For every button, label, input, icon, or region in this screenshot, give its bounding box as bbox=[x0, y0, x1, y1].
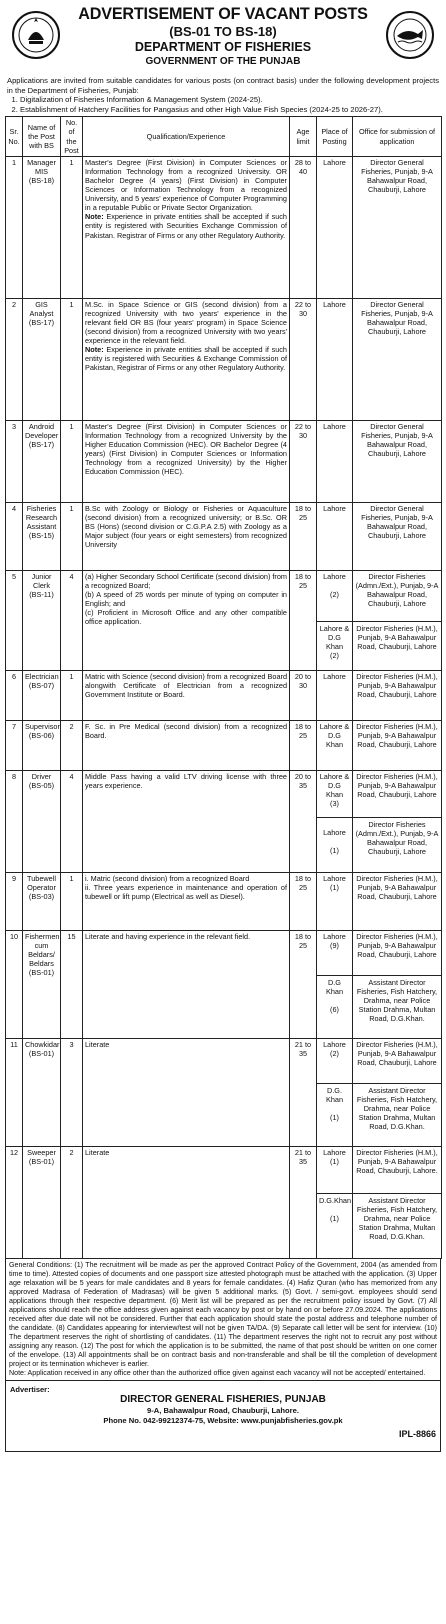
count-cell: 1 bbox=[61, 872, 83, 930]
place-cell: Lahore bbox=[317, 298, 353, 420]
post-bs: (BS-01) bbox=[28, 1156, 55, 1166]
post-name: Chowkidar bbox=[25, 1039, 60, 1049]
count-cell: 4 bbox=[61, 770, 83, 872]
header-qualification: Qualification/Experience bbox=[83, 117, 290, 156]
header bbox=[5, 4, 441, 76]
header-office: Office for submission of application bbox=[353, 117, 442, 156]
table-row bbox=[6, 298, 442, 420]
place-cell bbox=[317, 930, 353, 1038]
count-cell: 4 bbox=[61, 570, 83, 670]
count-cell: 15 bbox=[61, 930, 83, 1038]
qualification-item: (b) A speed of 25 words per minute of typing on computer in English; and bbox=[85, 589, 287, 609]
sr-cell: 9 bbox=[6, 872, 23, 930]
table-row bbox=[6, 1146, 442, 1258]
post-bs: (BS-17) bbox=[28, 439, 55, 449]
count-cell: 1 bbox=[61, 670, 83, 720]
qualification-cell: B.Sc with Zoology or Biology or Fisheries or Aquaculture (second division) from a recognized university; or B.Sc. OR BS (Hons) (second division or C.G.P.A 2.5) with Zoology as a Major subject (four years or eight semesters) from recognized University bbox=[83, 502, 290, 570]
sr-cell: 7 bbox=[6, 720, 23, 770]
age-cell: 18 to 25 bbox=[290, 570, 317, 670]
count-cell: 1 bbox=[61, 502, 83, 570]
place-name: D.G.Khan bbox=[319, 1195, 352, 1205]
count-cell: 2 bbox=[61, 1146, 83, 1258]
qualification-cell: F. Sc. in Pre Medical (second division) from a recognized Board. bbox=[83, 720, 290, 770]
header-post: Name of the Post with BS bbox=[23, 117, 61, 156]
place-count: (1) bbox=[330, 1113, 339, 1123]
header-age: Age limit bbox=[290, 117, 317, 156]
post-bs: (BS-15) bbox=[28, 531, 55, 541]
header-place: Place of Posting bbox=[317, 117, 353, 156]
post-cell bbox=[23, 298, 61, 420]
table-row bbox=[6, 502, 442, 570]
place-name: D.G Khan bbox=[325, 977, 344, 996]
fisheries-department-logo-icon bbox=[385, 10, 435, 60]
post-cell bbox=[23, 420, 61, 502]
place-cell: Lahore bbox=[317, 670, 353, 720]
office-text: Director Fisheries (H.M.), Punjab, 9-A Bahawalpur Road, Chauburji, Lahore bbox=[356, 931, 438, 959]
post-name: Driver bbox=[31, 771, 52, 781]
sr-cell: 10 bbox=[6, 930, 23, 1038]
government-name: GOVERNMENT OF THE PUNJAB bbox=[145, 56, 301, 67]
place-cell: Lahore bbox=[317, 156, 353, 298]
place-name: D.G. Khan bbox=[325, 1085, 344, 1104]
general-conditions bbox=[5, 1259, 441, 1381]
sr-cell: 12 bbox=[6, 1146, 23, 1258]
post-name: Junior Clerk bbox=[31, 571, 52, 590]
post-bs: (BS-17) bbox=[28, 317, 55, 327]
post-name: Tubewell Operator bbox=[27, 873, 56, 892]
project-item: 2. Establishment of Hatchery Facilities for Pangasius and other High Value Fish Species (2024-25 to 2026-27). bbox=[20, 105, 439, 115]
office-cell: Director General Fisheries, Punjab, 9-A Bahawalpur Road, Chauburji, Lahore bbox=[353, 298, 442, 420]
note-label: Note: bbox=[85, 345, 104, 355]
place-cell: Lahore bbox=[317, 420, 353, 502]
office-text: Assistant Director Fisheries, Fish Hatchery, Drahma, near Police Station Drahma, Multan Road, D.G.Khan. bbox=[353, 1193, 441, 1241]
place-cell bbox=[317, 872, 353, 930]
office-text: Director Fisheries (Admn./Ext.), Punjab, 9-A Bahawalpur Road, Chauburji, Lahore bbox=[355, 571, 439, 609]
post-name: Supervisor bbox=[25, 721, 60, 731]
place-count: (1) bbox=[330, 845, 339, 855]
project-item: 1. Digitalization of Fisheries Information & Management System (2024-25). bbox=[20, 95, 439, 105]
qualification-cell: Literate and having experience in the relevant field. bbox=[83, 930, 290, 1038]
office-cell: Director General Fisheries, Punjab, 9-A Bahawalpur Road, Chauburji, Lahore bbox=[353, 502, 442, 570]
post-bs: (BS-01) bbox=[28, 968, 55, 978]
post-cell bbox=[23, 770, 61, 872]
office-cell bbox=[353, 1038, 442, 1146]
age-cell: 20 to 35 bbox=[290, 770, 317, 872]
place-count: (9) bbox=[330, 940, 339, 950]
count-cell: 1 bbox=[61, 298, 83, 420]
post-bs: (BS-18) bbox=[28, 175, 55, 185]
place-name: Lahore bbox=[323, 873, 346, 883]
note-text: Note: Application received in any office other than the authorized office given against each vacancy will not be accepted/ entertained. bbox=[9, 1368, 426, 1377]
table-row bbox=[6, 156, 442, 298]
place-cell bbox=[317, 1146, 353, 1258]
punjab-government-logo-icon bbox=[11, 10, 61, 60]
ad-title: ADVERTISEMENT OF VACANT POSTS bbox=[78, 4, 368, 23]
place-cell: Lahore & D.G Khan bbox=[317, 720, 353, 770]
qualification-cell: Literate bbox=[83, 1038, 290, 1146]
department-name: DEPARTMENT OF FISHERIES bbox=[134, 40, 312, 54]
post-cell bbox=[23, 872, 61, 930]
count-cell: 2 bbox=[61, 720, 83, 770]
qualification-cell bbox=[83, 298, 290, 420]
table-row bbox=[6, 420, 442, 502]
post-name: Android Developer bbox=[25, 421, 59, 440]
qualification-cell: Middle Pass having a valid LTV driving license with three years experience. bbox=[83, 770, 290, 872]
sr-cell: 5 bbox=[6, 570, 23, 670]
table-row bbox=[6, 930, 442, 1038]
sr-cell: 4 bbox=[6, 502, 23, 570]
place-cell bbox=[317, 570, 353, 670]
post-name: GIS Analyst bbox=[29, 299, 54, 318]
place-name: Lahore bbox=[323, 1039, 346, 1049]
place-name: Lahore & D.G Khan bbox=[319, 623, 350, 651]
advertiser-name: DIRECTOR GENERAL FISHERIES, PUNJAB bbox=[120, 1393, 326, 1405]
header-sr: Sr. No. bbox=[6, 117, 23, 156]
place-count: (1) bbox=[330, 1213, 339, 1223]
advertiser-contact: Phone No. 042-99212374-75, Website: www.punjabfisheries.gov.pk bbox=[103, 1415, 343, 1425]
place-name: Lahore bbox=[323, 571, 346, 581]
qualification-cell: Master's Degree (First Division) in Computer Sciences or Information Technology from a recognized University by the Higher Education Commission (HEC). OR Bachelor Degree (4 years) (First Division) in Computer Sciences or Information Technology from a recognized University) by the Higher Education Commission (HEC). bbox=[83, 420, 290, 502]
post-cell bbox=[23, 720, 61, 770]
qualification-cell: Matric with Science (second division) from a recognized Board alongwith Certificate of Electrician from a recognized Government Institute or Board. bbox=[83, 670, 290, 720]
place-name: Lahore & D.G Khan bbox=[319, 771, 350, 799]
office-cell bbox=[353, 930, 442, 1038]
place-count: (6) bbox=[330, 1005, 339, 1015]
note-text: Experience in private entities shall be accepted if such entity is registered with Securities & Exchange Commission of Pakistan, Registrar of Firms or any other Regulatory Authority. bbox=[85, 345, 287, 373]
post-bs: (BS-05) bbox=[28, 780, 55, 790]
office-cell bbox=[353, 570, 442, 670]
count-cell: 3 bbox=[61, 1038, 83, 1146]
age-cell: 18 to 25 bbox=[290, 930, 317, 1038]
office-cell: Director Fisheries (H.M.), Punjab, 9-A Bahawalpur Road, Chauburji, Lahore bbox=[353, 670, 442, 720]
table-row bbox=[6, 1038, 442, 1146]
qualification-cell: Literate bbox=[83, 1146, 290, 1258]
post-cell bbox=[23, 1038, 61, 1146]
age-cell: 18 to 25 bbox=[290, 872, 317, 930]
advertiser-address: 9-A, Bahawalpur Road, Chauburji, Lahore. bbox=[147, 1405, 299, 1415]
post-cell bbox=[23, 502, 61, 570]
table-row bbox=[6, 770, 442, 872]
place-name: Lahore bbox=[323, 1147, 346, 1157]
sr-cell: 8 bbox=[6, 770, 23, 872]
footer bbox=[5, 1381, 441, 1452]
age-cell: 22 to 30 bbox=[290, 298, 317, 420]
post-bs: (BS-01) bbox=[28, 1048, 55, 1058]
place-count: (3) bbox=[330, 799, 339, 809]
qualification-item: (a) Higher Secondary School Certificate (second division) from a recognized Board; bbox=[85, 571, 287, 590]
office-text: Assistant Director Fisheries, Fish Hatchery, Drahma, near Police Station Drahma, Multan Road, D.G.Khan. bbox=[353, 975, 441, 1023]
post-bs: (BS-11) bbox=[29, 589, 54, 599]
table-row bbox=[6, 872, 442, 930]
advertiser-block bbox=[56, 1393, 390, 1426]
age-cell: 21 to 35 bbox=[290, 1038, 317, 1146]
place-cell bbox=[317, 770, 353, 872]
office-cell: Director General Fisheries, Punjab, 9-A Bahawalpur Road, Chauburji, Lahore bbox=[353, 156, 442, 298]
office-cell bbox=[353, 1146, 442, 1258]
place-count: (2) bbox=[330, 651, 339, 661]
table-row bbox=[6, 720, 442, 770]
office-text: Assistant Director Fisheries, Fish Hatchery, Drahma, near Police Station Drahma, Multan Road, D.G.Khan. bbox=[353, 1083, 441, 1131]
office-cell: Director General Fisheries, Punjab, 9-A Bahawalpur Road, Chauburji, Lahore bbox=[353, 420, 442, 502]
qualification-text: M.Sc. in Space Science or GIS (second division) from a recognized University with two years' experience in the relevant field OR BS (four years' program) in Space Science (second division) from a recognized University with two years' experience in the relevant field. bbox=[85, 299, 287, 346]
header-titles bbox=[65, 4, 381, 68]
post-name: Fisheries Research Assistant bbox=[25, 503, 58, 531]
sr-cell: 1 bbox=[6, 156, 23, 298]
sr-cell: 3 bbox=[6, 420, 23, 502]
office-text: Director Fisheries (Admn./Ext.), Punjab, 9-A Bahawalpur Road, Chauburji, Lahore bbox=[353, 817, 441, 856]
post-bs: (BS-06) bbox=[28, 730, 55, 740]
office-text: Director Fisheries (H.M.), Punjab, 9-A Bahawalpur Road, Chauburji, Lahore bbox=[353, 621, 441, 651]
vacancy-table bbox=[5, 116, 442, 1258]
qualification-item: ii. Three years experience in maintenance and operation of tubewell or lift pump (Electrical as well as Diesel). bbox=[85, 882, 287, 901]
post-cell bbox=[23, 1146, 61, 1258]
place-count: (1) bbox=[330, 882, 339, 892]
office-cell: Director Fisheries (H.M.), Punjab, 9-A Bahawalpur Road, Chauburji, Lahore bbox=[353, 720, 442, 770]
place-name: Lahore bbox=[323, 827, 346, 837]
post-cell bbox=[23, 570, 61, 670]
qualification-item: (c) Proficient in Microsoft Office and any other compatible office application. bbox=[85, 608, 287, 627]
age-cell: 21 to 35 bbox=[290, 1146, 317, 1258]
age-cell: 28 to 40 bbox=[290, 156, 317, 298]
post-cell bbox=[23, 930, 61, 1038]
age-cell: 18 to 25 bbox=[290, 502, 317, 570]
note-label: Note: bbox=[85, 212, 104, 222]
post-cell bbox=[23, 670, 61, 720]
post-name: Fishermen cum Beldars/ Beldars bbox=[25, 931, 60, 969]
office-text: Director Fisheries (H.M.), Punjab, 9-A Bahawalpur Road, Chauburji, Lahore. bbox=[356, 1147, 438, 1175]
place-cell bbox=[317, 1038, 353, 1146]
office-text: Director Fisheries (H.M.), Punjab, 9-A Bahawalpur Road, Chauburji, Lahore bbox=[356, 771, 438, 799]
place-name: Lahore bbox=[323, 931, 346, 941]
age-cell: 20 to 30 bbox=[290, 670, 317, 720]
place-cell: Lahore bbox=[317, 502, 353, 570]
qualification-text: Master's Degree (First Division) in Computer Sciences or Information Technology from a recognized University. OR Bachelor Degree (4 years) (First Division) in Computer Sciences or Information Technology from a recognized University, and 5 years' experience of Computer Programming in a reputable Public or Private Sector Organization. bbox=[85, 157, 287, 213]
advertiser-label: Advertiser: bbox=[10, 1384, 50, 1394]
table-header-row bbox=[6, 117, 442, 156]
qualification-cell bbox=[83, 156, 290, 298]
post-name: Manager MIS bbox=[27, 157, 56, 176]
place-count: (1) bbox=[330, 1156, 339, 1166]
intro-text: Applications are invited from suitable candidates for various posts (on contract basis) under the following development projects in the Department of Fisheries, Punjab: bbox=[7, 76, 439, 95]
post-cell bbox=[23, 156, 61, 298]
office-text: Director Fisheries (H.M.), Punjab, 9-A Bahawalpur Road, Chauburji, Lahore bbox=[356, 1039, 438, 1067]
sr-cell: 2 bbox=[6, 298, 23, 420]
place-count: (2) bbox=[330, 1048, 339, 1058]
age-cell: 22 to 30 bbox=[290, 420, 317, 502]
age-cell: 18 to 25 bbox=[290, 720, 317, 770]
general-conditions-text: General Conditions: (1) The recruitment will be made as per the approved Contract Policy of the Government, 2004 (as amended from time to time). Attested copies of documents and one passport size attested photograph must be attached with the application. (3) Upper age relaxation will be 5 years for male candidates and 8 years for female candidates. (4) Hafiz Quran (who has memorized from any approved Madrasa of Federation of Madrasas) will be given 5 additional marks. (5) Govt. / semi-govt. employees should send applications through their respective department. (6) Merit list will be prepared as per the recruitment policy issued by Govt. (7) All applications should reach the office address given against each vacancy by post or by hand on or before 27.09.2024. The applications received after due date will not be considered. Further that each application should state the postal address and telephone number of the candidate. (8) Candidates appearing for interview/test will not be given TA/DA. (9) Separate call letter will be sent for interview. (10) The department reserves the right of shortlisting of candidates. (11) The department reserves the right not to recruit any post without assigning any reason. (12) The post for which the application is to be submitted, the name of that post should be written on one corner of the envelope. (13) All appointments shall be on contract basis and non-transferable and shall be till the completion of development project or its termination whichever is earlier. bbox=[9, 1260, 437, 1368]
place-count: (2) bbox=[330, 589, 339, 599]
intro bbox=[7, 76, 439, 114]
qualification-item: i. Matric (second division) from a recognized Board bbox=[85, 873, 250, 883]
count-cell: 1 bbox=[61, 156, 83, 298]
count-cell: 1 bbox=[61, 420, 83, 502]
post-bs: (BS-03) bbox=[28, 891, 55, 901]
post-bs: (BS-07) bbox=[28, 680, 55, 690]
ad-scale: (BS-01 TO BS-18) bbox=[169, 24, 277, 39]
table-row bbox=[6, 670, 442, 720]
post-name: Electrician bbox=[25, 671, 59, 681]
header-no: No. of the Post bbox=[61, 117, 83, 156]
sr-cell: 6 bbox=[6, 670, 23, 720]
office-cell: Director Fisheries (H.M.), Punjab, 9-A Bahawalpur Road, Chauburji, Lahore bbox=[353, 872, 442, 930]
note-text: Experience in private entities shall be accepted if such entity is registered with Securities Exchange Commission of Pakistan. Registrar of Firms or any other Regulatory Authority. bbox=[85, 212, 287, 240]
advertisement bbox=[5, 4, 441, 1616]
table-row bbox=[6, 570, 442, 670]
sr-cell: 11 bbox=[6, 1038, 23, 1146]
qualification-cell bbox=[83, 872, 290, 930]
ipl-reference: IPL-8866 bbox=[398, 1428, 436, 1439]
post-name: Sweeper bbox=[27, 1147, 56, 1157]
office-cell bbox=[353, 770, 442, 872]
qualification-cell bbox=[83, 570, 290, 670]
project-list bbox=[7, 95, 439, 114]
